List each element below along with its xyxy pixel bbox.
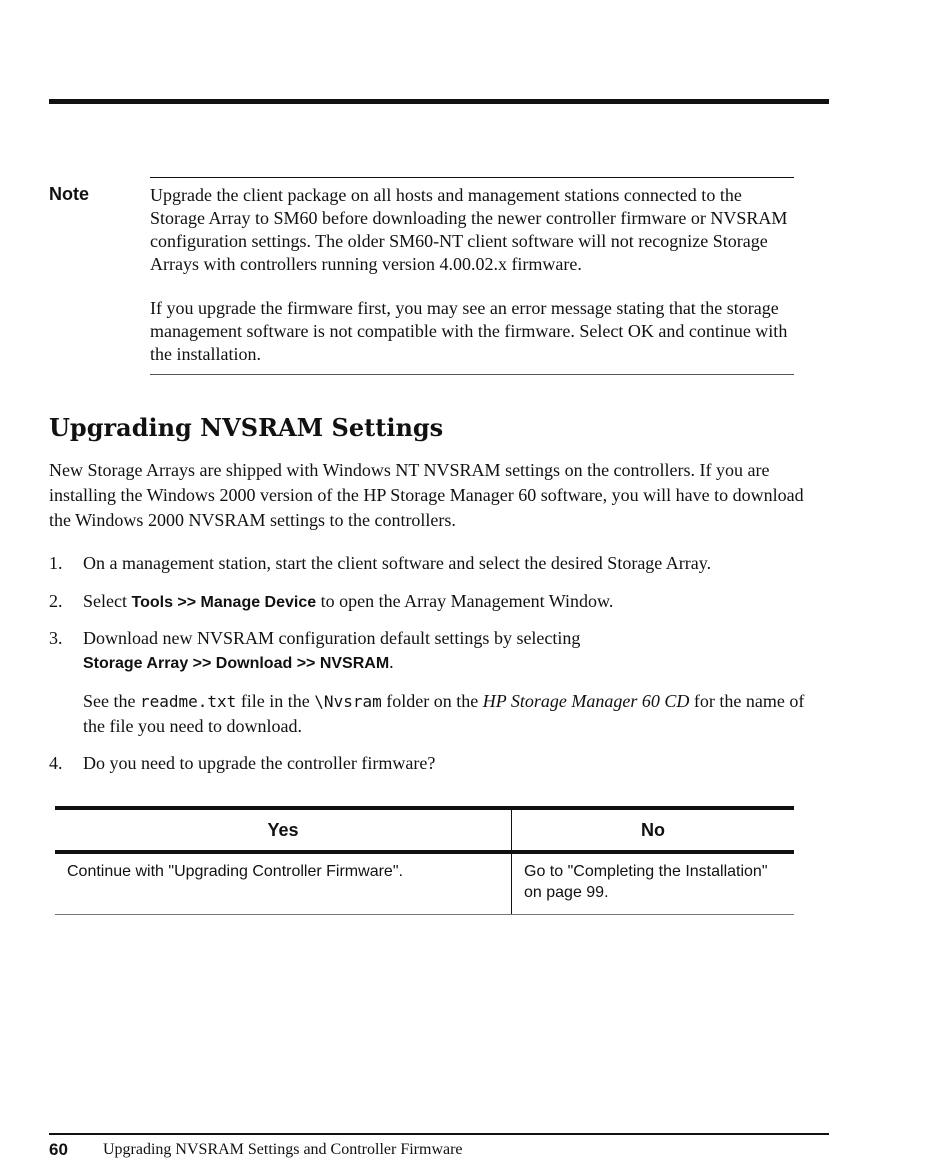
step-2 bbox=[49, 589, 819, 615]
see-mid-1: file in the bbox=[236, 691, 315, 711]
note-label: Note bbox=[49, 184, 89, 204]
nvsram-folder: \Nvsram bbox=[314, 692, 382, 711]
cell-yes: Continue with "Upgrading Controller Firmware". bbox=[55, 852, 512, 915]
cell-no: Go to "Completing the Installation" on page 99. bbox=[512, 852, 795, 915]
step-number: 2. bbox=[49, 591, 63, 611]
note-paragraph-2: If you upgrade the firmware first, you may see an error message stating that the storage management software is not compatible with the firmware. Select OK and continue with the installation. bbox=[150, 298, 788, 364]
step-number: 4. bbox=[49, 753, 63, 773]
step-text-post: to open the Array Management Window. bbox=[316, 591, 614, 611]
table-header-row bbox=[55, 808, 794, 852]
step-text-line bbox=[83, 650, 819, 676]
see-post: for the name of the file you need to download. bbox=[83, 691, 805, 736]
step-1 bbox=[49, 551, 819, 575]
table-row bbox=[55, 852, 794, 915]
readme-filename: readme.txt bbox=[139, 692, 237, 711]
section-heading: Upgrading NVSRAM Settings bbox=[49, 413, 444, 442]
footer-title: Upgrading NVSRAM Settings and Controller Firmware bbox=[103, 1141, 463, 1158]
header-no: No bbox=[512, 808, 795, 852]
see-pre: See the bbox=[83, 691, 140, 711]
header-rule bbox=[49, 99, 829, 104]
step-text: On a management station, start the client software and select the desired Storage Array. bbox=[83, 553, 712, 573]
header-yes: Yes bbox=[55, 808, 512, 852]
step-text bbox=[83, 589, 819, 615]
menu-path: Storage Array >> Download >> NVSRAM bbox=[83, 655, 390, 672]
step-4 bbox=[49, 751, 819, 775]
step-number: 3. bbox=[49, 628, 63, 648]
note-paragraph-1: Upgrade the client package on all hosts and management stations connected to the Storage Array to SM60 before downloading the newer controller firmware or NVSRAM configuration settings. The older SM60-NT client software will not recognize Storage Arrays with controllers running version 4.00.02.x firmware. bbox=[150, 185, 788, 274]
menu-path: Tools >> Manage Device bbox=[131, 594, 317, 611]
step-text-pre: Download new NVSRAM configuration default settings by selecting bbox=[83, 628, 581, 648]
step-number: 1. bbox=[49, 553, 63, 573]
step-text-post: . bbox=[389, 652, 394, 672]
decision-table bbox=[55, 806, 794, 915]
note-box bbox=[150, 177, 794, 375]
step-text-pre: Select bbox=[83, 591, 132, 611]
step-3 bbox=[49, 626, 819, 738]
see-mid-2: folder on the bbox=[381, 691, 483, 711]
step-text-line bbox=[83, 626, 819, 650]
step-text: Do you need to upgrade the controller firmware? bbox=[83, 753, 436, 773]
cd-title: HP Storage Manager 60 CD bbox=[482, 691, 690, 711]
step-note bbox=[83, 689, 819, 738]
section-intro: New Storage Arrays are shipped with Windows NT NVSRAM settings on the controllers. If you are installing the Windows 2000 version of the HP Storage Manager 60 software, you will have to download the Windows 2000 NVSRAM settings to the controllers. bbox=[49, 460, 804, 530]
page-number: 60 bbox=[49, 1140, 68, 1159]
footer-rule bbox=[49, 1133, 829, 1135]
step-text bbox=[83, 626, 819, 738]
